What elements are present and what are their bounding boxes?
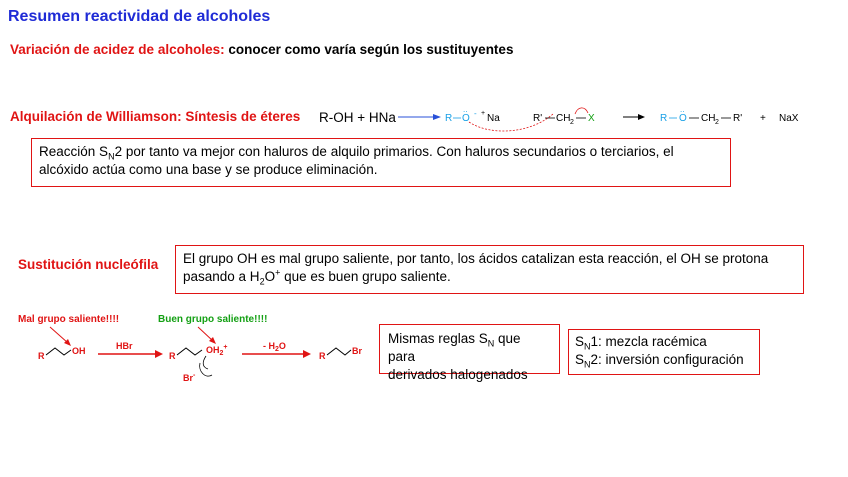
alkoxide-o: O <box>462 113 470 124</box>
reagent-arrow <box>398 114 441 120</box>
leaving-group-line1: El grupo OH es mal grupo saliente, por tanto, los ácidos catalizan esta reacción, el OH se protona <box>183 251 769 266</box>
svg-text:-: - <box>474 109 477 118</box>
product-r2: R' <box>733 113 743 124</box>
sn2-explanation-box <box>31 138 731 187</box>
williamson-reactants: R-OH + HNa <box>319 110 396 125</box>
sn2-explanation-line2: alcóxido actúa como una base y se produce eliminación. <box>39 162 378 177</box>
bad-leaving-group-label: Mal grupo saliente!!!! <box>18 314 120 325</box>
sn2-explanation-line1: Reacción $S_N2$ por tanto va mejor con haluros de alquilo primarios. Con haluros secundarios o terciarios, el <box>39 144 674 162</box>
bromide-product-label: Br <box>352 346 363 356</box>
reagent-minus-water: - $H_2O$ <box>263 341 286 353</box>
halide-x: X <box>588 113 595 124</box>
r-group-1: R <box>38 351 45 361</box>
product-r: R <box>660 113 668 124</box>
svg-text:..: .. <box>680 105 685 114</box>
svg-text:..: .. <box>463 105 468 114</box>
alkoxide-na: Na <box>487 113 500 124</box>
product-arrow <box>623 114 645 120</box>
plus-sign: + <box>760 113 766 124</box>
hydroxyl-label: OH <box>72 346 86 356</box>
sn2-line: $S_N2$: inversión configuración <box>575 352 744 370</box>
r-group-2: R <box>169 351 176 361</box>
alkoxide-r: R <box>445 113 453 124</box>
halide-r: R' <box>533 113 543 124</box>
sn1-sn2-box <box>568 329 760 375</box>
leaving-group-box <box>175 245 804 294</box>
acidity-line <box>10 42 513 57</box>
r-group-3: R <box>319 351 326 361</box>
sn1-line: $S_N1$: mezcla racémica <box>575 334 707 352</box>
good-leaving-group-label: Buen grupo saliente!!!! <box>158 314 268 325</box>
acidity-text: conocer como varía según los sustituyentes <box>228 42 514 57</box>
svg-text:2: 2 <box>570 119 574 126</box>
product-ch2: CH <box>701 113 716 124</box>
page-title: Resumen reactividad de alcoholes <box>8 8 271 25</box>
product-o: O <box>679 113 687 124</box>
same-rules-line2: derivados halogenados <box>388 367 528 382</box>
halide-ch2: CH <box>556 113 571 124</box>
same-rules-line1: Mismas reglas $S_N$ que para <box>388 331 521 364</box>
williamson-scheme <box>395 104 815 134</box>
oxonium-label: $OH_2^+$ <box>206 344 228 357</box>
same-rules-box <box>379 324 560 382</box>
substitution-scheme <box>30 325 370 385</box>
substitution-label: Sustitución nucleófila <box>18 257 159 272</box>
svg-text:+: + <box>481 110 486 117</box>
acidity-label: Variación de acidez de alcoholes: <box>10 42 225 57</box>
leaving-group-line2: pasando a $H_2O^+$ que es buen grupo saliente. <box>183 267 451 287</box>
reagent-hbr: HBr <box>116 341 133 351</box>
williamson-label: Alquilación de Williamson: Síntesis de éteres <box>10 109 301 124</box>
bromide-ion: Br- <box>183 372 196 383</box>
svg-text:2: 2 <box>715 119 719 126</box>
salt-nax: NaX <box>779 113 799 124</box>
